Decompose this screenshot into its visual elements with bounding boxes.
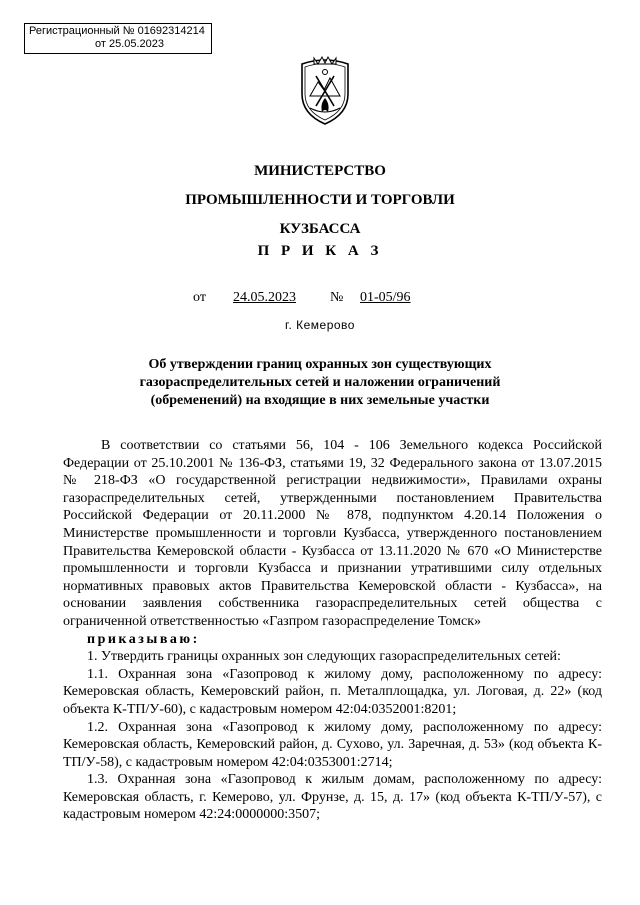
order-date-row <box>0 290 640 310</box>
list-item: 1.1. Охранная зона «Газопровод к жилому дому, расположенному по адресу: Кемеровская область, Кемеровский район, п. Металплощадка, ул. Логовая, д. 22» (код объекта К-ТП/У-60), с кадастровым номером 42:04:0352001:8201; <box>63 666 602 717</box>
registration-stamp <box>24 23 212 54</box>
subject-line-3: (обременений) на входящие в них земельные участки <box>150 393 490 408</box>
subject-line-2: газораспределительных сетей и наложении ограничений <box>139 375 501 390</box>
point-1: 1. Утвердить границы охранных зон следующих газораспределительных сетей: <box>87 649 561 665</box>
registration-date: от 25.05.2023 <box>95 38 165 50</box>
prikazyvayu-label: приказываю: <box>87 631 200 647</box>
order-title: П Р И К А З <box>257 243 383 259</box>
ministry-name <box>0 159 640 241</box>
order-number: 01-05/96 <box>360 290 411 305</box>
kuzbass-coat-of-arms-icon <box>296 54 354 126</box>
order-body <box>63 437 602 824</box>
date-prefix: от <box>193 290 206 305</box>
ministry-line-3: КУЗБАССА <box>279 221 361 237</box>
ministry-line-2: ПРОМЫШЛЕННОСТИ И ТОРГОВЛИ <box>185 192 455 208</box>
city: г. Кемерово <box>285 318 355 332</box>
ministry-line-1: МИНИСТЕРСТВО <box>254 163 386 179</box>
registration-number: Регистрационный № 01692314214 <box>29 25 205 37</box>
number-sign: № <box>330 290 344 305</box>
list-item: 1.2. Охранная зона «Газопровод к жилому дому, расположенному по адресу: Кемеровская область, Кемеровский район, д. Сухово, ул. Заречная, д. 53» (код объекта К-ТП/У-58), с кадастровым номером 42:04:0353001:2714; <box>63 719 602 770</box>
order-date: 24.05.2023 <box>233 290 296 305</box>
preamble-paragraph: В соответствии со статьями 56, 104 - 106 Земельного кодекса Российской Федерации от 25.10.2001 № 136-ФЗ, статьями 19, 32 Федерального закона от 13.07.2015 № 218-ФЗ «О государственной регистрации недвижимости», Правилами охраны газораспределительных сетей, утвержденными постановлением Правительства Российской Федерации от 20.11.2000 № 878, подпунктом 4.20.14 Положения о Министерстве промышленности и торговли Кузбасса, утвержденного постановлением Правительства Кемеровской области - Кузбасса от 13.11.2020 № 670 «О Министерстве промышленности и торговли Кузбасса и признании утратившими силу отдельных нормативных правовых актов Правительства Кемеровской области - Кузбасса», на основании заявления собственника газораспределительных сетей общества с ограниченной ответственностью «Газпром газораспределение Томск» <box>63 438 602 629</box>
subject-line-1: Об утверждении границ охранных зон существующих <box>148 357 492 372</box>
order-subject <box>100 356 540 410</box>
list-item: 1.3. Охранная зона «Газопровод к жилым домам, расположенному по адресу: Кемеровская область, г. Кемерово, ул. Фрунзе, д. 15, д. 17» (код объекта К-ТП/У-57), с кадастровым номером 42:24:0000000:3507; <box>63 772 602 823</box>
